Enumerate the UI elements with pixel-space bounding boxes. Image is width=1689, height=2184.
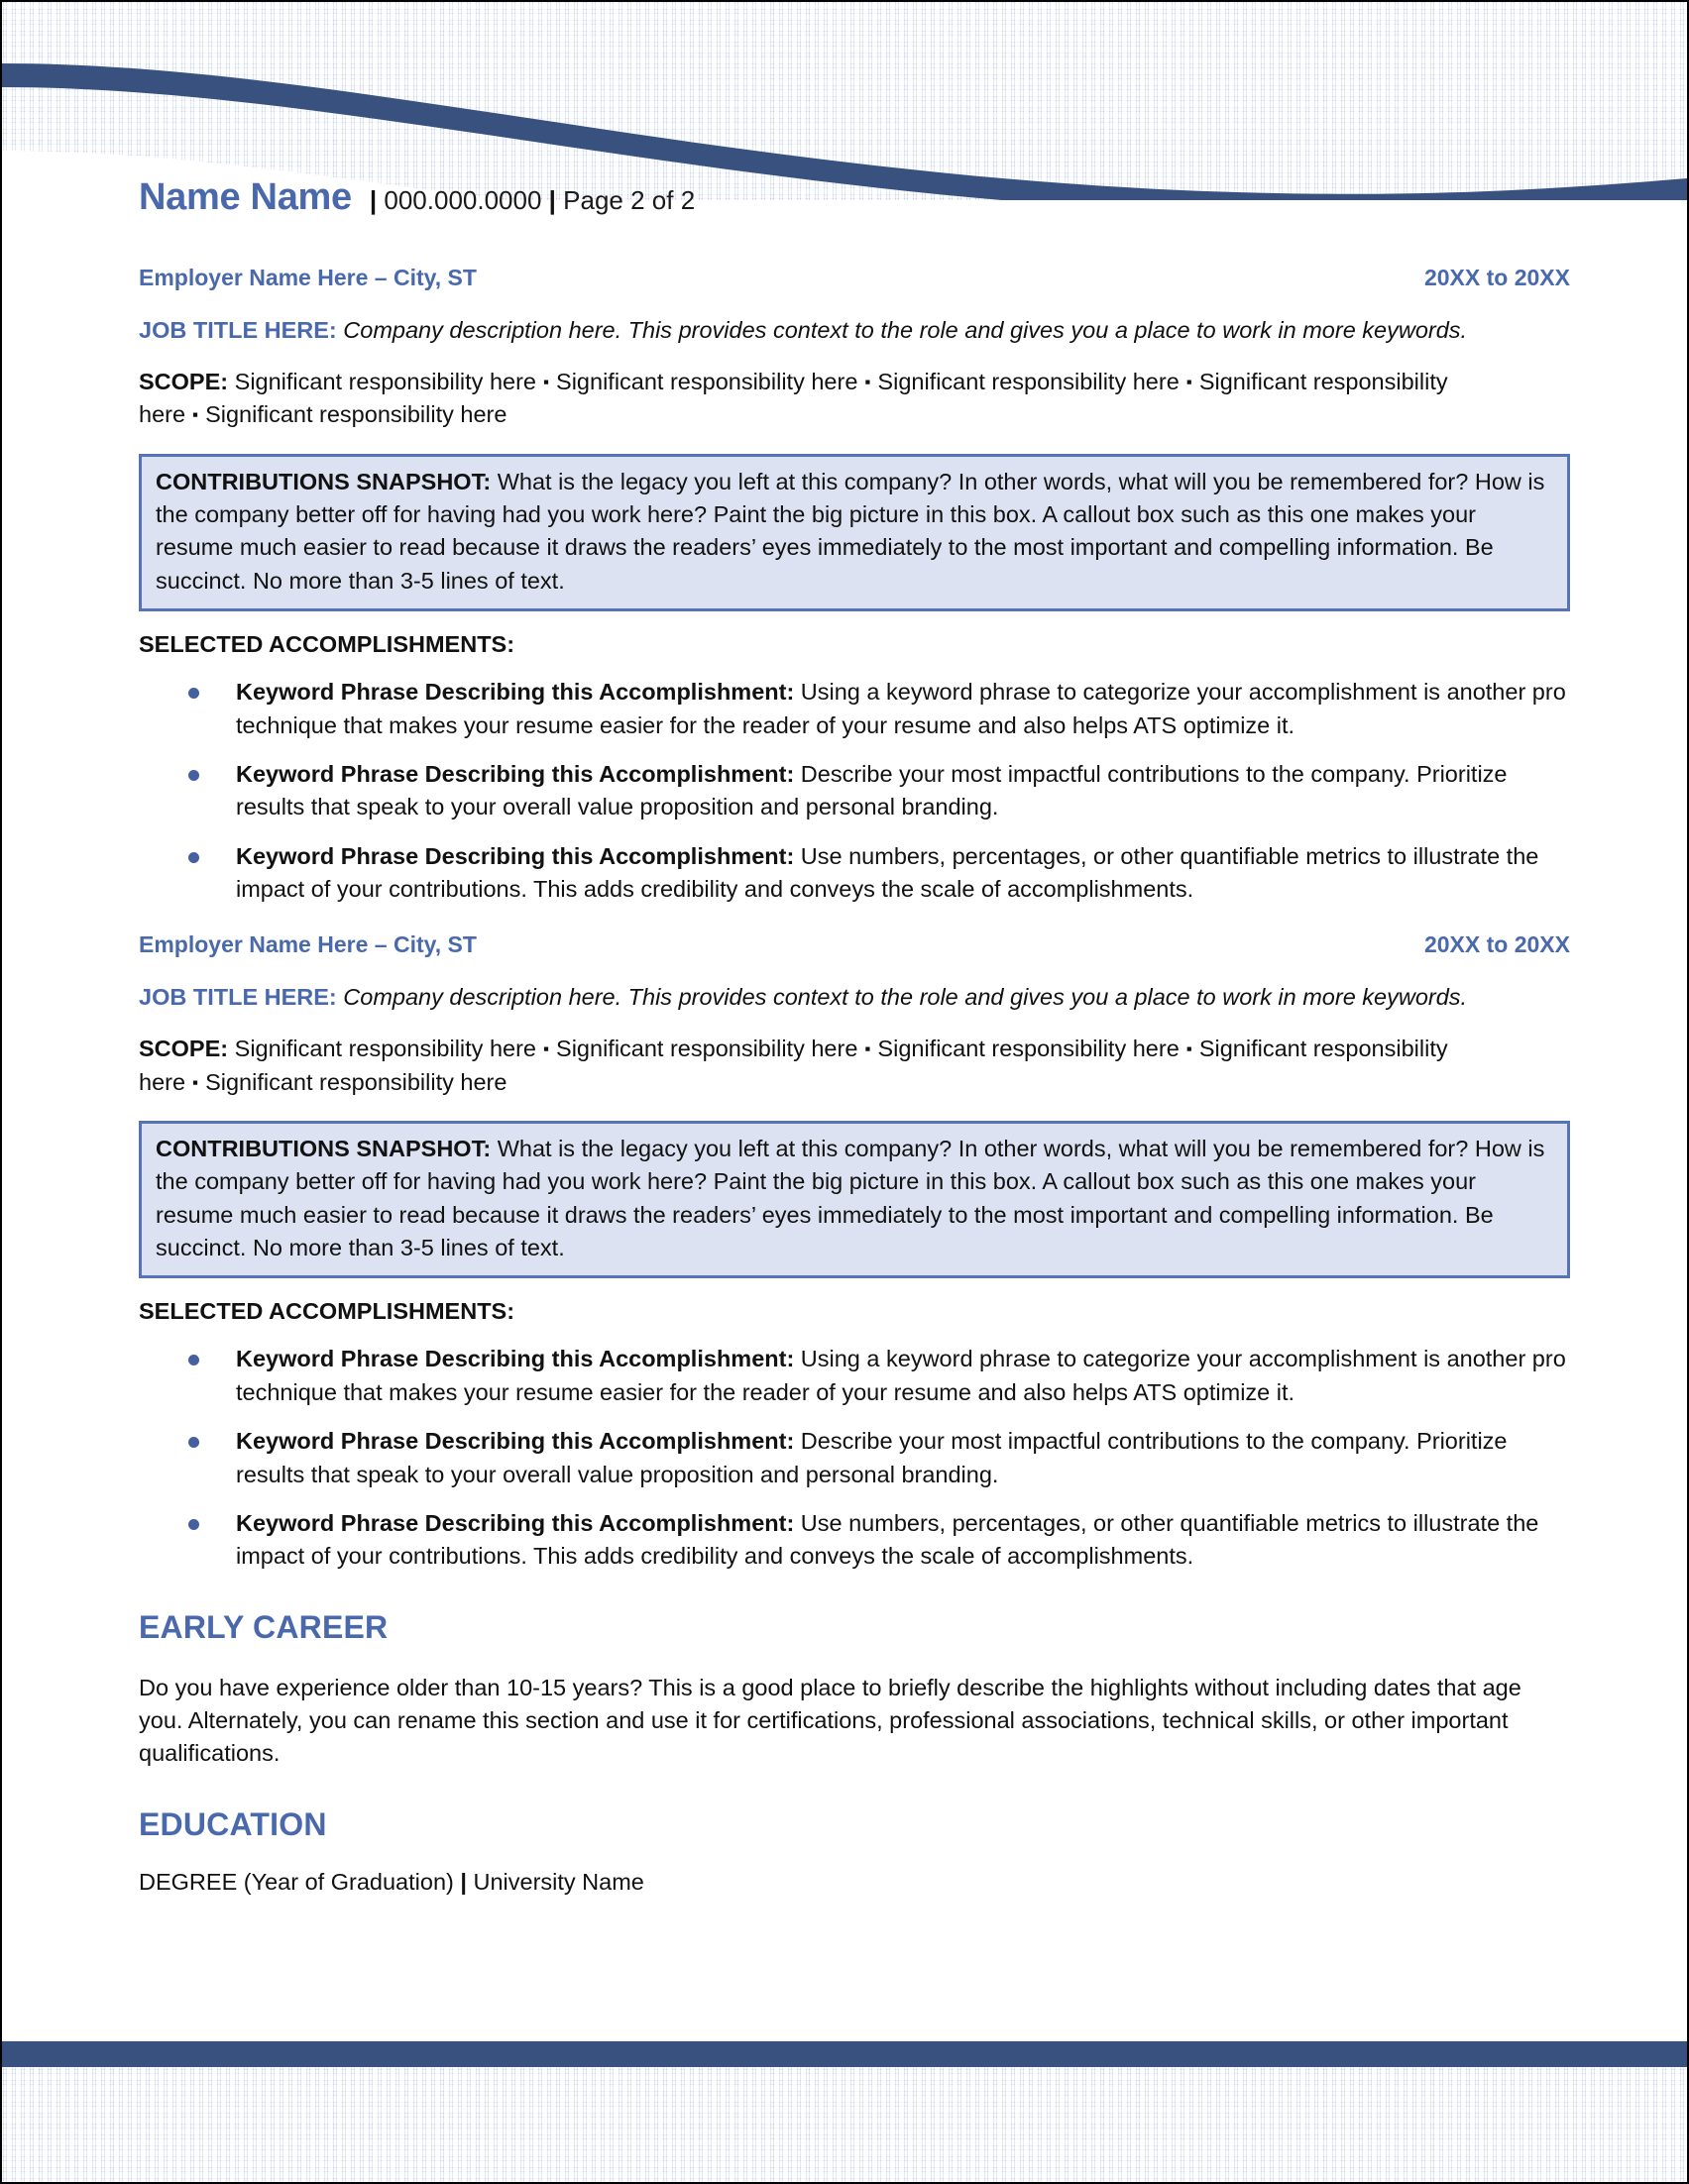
scope-separator-square: ▪ [543,1039,550,1059]
header-decoration [2,2,1687,200]
scope-separator-square: ▪ [543,373,550,391]
accomplishment-text: Describe your most impactful contributions to the company. Prioritize results that speak to your overall value proposition and personal branding. [236,760,1508,820]
accomplishment-keyword: Keyword Phrase Describing this Accomplishment: [236,679,795,706]
footer-texture [2,2067,1687,2184]
accomplishments-list-1 [139,676,1570,906]
early-career-heading: EARLY CAREER [139,1608,389,1645]
scope-separator-square: ▪ [864,1039,871,1059]
employer-name-1: Employer Name Here – City, ST [139,265,477,290]
bullet-dot-icon [188,1519,199,1530]
contributions-snapshot-2 [139,1121,1570,1278]
accomplishment-keyword: Keyword Phrase Describing this Accomplishment: [236,1428,795,1455]
accomplishment-item [139,840,1570,907]
scope-item: Significant responsibility here [234,1036,536,1062]
scope-separator-square: ▪ [1185,1039,1192,1059]
scope-row-1 [139,366,1570,432]
scope-item: Significant responsibility here [877,1036,1180,1062]
header-separator-2: | [548,185,556,215]
contributions-text-2: What is the legacy you left at this company? In other words, what will you be remembered for? How is the company better off for having had you work here? Paint the big picture in this box. A callout box such as this one makes your resume much easier to read because it draws the readers’ eyes immediately to the most important and compelling information. Be succinct. No more than 3-5 lines of text. [156,1136,1545,1261]
job-title-description-2: Company description here. This provides context to the role and gives you a place to work in more keywords. [343,984,1468,1011]
job-title-label-2: JOB TITLE HERE: [139,984,337,1011]
scope-item: Significant responsibility here [556,1036,858,1062]
scope-item: Significant responsibility here [139,369,1448,428]
education-heading: EDUCATION [139,1805,327,1842]
header-separator-1: | [369,185,378,215]
page-header-line [139,176,1570,219]
scope-item: Significant responsibility here [234,369,536,394]
scope-item: Significant responsibility here [205,1068,507,1095]
accomplishment-keyword: Keyword Phrase Describing this Accomplishment: [236,760,795,787]
bullet-dot-icon [188,688,199,699]
job-title-row-1 [139,317,1570,344]
accomplishment-item [139,1507,1570,1574]
footer-decoration [2,2041,1687,2184]
employment-dates-1: 20XX to 20XX [1423,265,1570,290]
page-number-label: Page 2 of 2 [563,185,696,215]
job-entry-2 [139,931,1570,1573]
employer-name-2: Employer Name Here – City, ST [139,931,477,958]
document-body [139,176,1570,1896]
accomplishment-item [139,1425,1570,1491]
accomplishment-keyword: Keyword Phrase Describing this Accomplishment: [236,842,795,869]
accomplishment-keyword: Keyword Phrase Describing this Accomplishment: [236,1346,795,1372]
accomplishments-heading-1: SELECTED ACCOMPLISHMENTS: [139,631,515,658]
scope-item: Significant responsibility here [877,369,1180,394]
accomplishment-keyword: Keyword Phrase Describing this Accomplishment: [236,1509,795,1536]
education-degree: DEGREE (Year of Graduation) [139,1868,454,1895]
education-university: University Name [473,1868,644,1895]
employer-row-2 [139,931,1570,958]
bullet-dot-icon [188,852,199,863]
job-entry-1 [139,265,1570,906]
employer-row-1 [139,265,1570,291]
job-title-label-1: JOB TITLE HERE: [139,317,337,343]
accomplishment-text: Using a keyword phrase to categorize your accomplishment is another pro technique that makes your resume easier for the reader of your resume and also helps ATS optimize it. [236,679,1566,738]
scope-item: Significant responsibility here [139,1036,1448,1095]
scope-separator-square: ▪ [1185,373,1192,391]
bullet-dot-icon [188,770,199,781]
accomplishments-list-2 [139,1343,1570,1573]
contributions-label-1: CONTRIBUTIONS SNAPSHOT: [156,468,492,494]
accomplishment-item [139,758,1570,824]
scope-item: Significant responsibility here [556,369,858,394]
accomplishment-item [139,1343,1570,1409]
scope-item: Significant responsibility here [205,401,507,428]
scope-label-2: SCOPE: [139,1036,229,1062]
accomplishment-item [139,676,1570,742]
header-meta [370,185,695,216]
scope-separator-square: ▪ [864,373,871,391]
early-career-body: Do you have experience older than 10-15 years? This is a good place to briefly describe the highlights without including dates that age you. Alternately, you can rename this section and use it for certifications, professional associations, technical skills, or other important qualifications. [139,1674,1521,1767]
scope-label-1: SCOPE: [139,369,229,394]
accomplishment-text: Use numbers, percentages, or other quantifiable metrics to illustrate the impact of your contributions. This adds credibility and conveys the scale of accomplishments. [236,842,1539,902]
accomplishment-text: Describe your most impactful contributions to the company. Prioritize results that speak to your overall value proposition and personal branding. [236,1428,1508,1487]
bullet-dot-icon [188,1355,199,1365]
employment-dates-2: 20XX to 20XX [1423,931,1570,958]
accomplishments-heading-2: SELECTED ACCOMPLISHMENTS: [139,1298,515,1325]
header-phone: 000.000.0000 [384,185,542,215]
job-title-row-2 [139,984,1570,1011]
bullet-dot-icon [188,1437,199,1448]
contributions-label-2: CONTRIBUTIONS SNAPSHOT: [156,1136,492,1162]
footer-blue-bar [2,2041,1687,2067]
scope-separator-square: ▪ [192,1072,199,1092]
accomplishment-text: Using a keyword phrase to categorize your accomplishment is another pro technique that makes your resume easier for the reader of your resume and also helps ATS optimize it. [236,1346,1566,1405]
scope-items-1 [139,369,1448,427]
accomplishment-text: Use numbers, percentages, or other quantifiable metrics to illustrate the impact of your contributions. This adds credibility and conveys the scale of accomplishments. [236,1509,1539,1570]
contributions-snapshot-1 [139,454,1570,611]
scope-separator-square: ▪ [192,405,199,425]
job-title-description-1: Company description here. This provides context to the role and gives you a place to work in more keywords. [343,317,1468,343]
scope-row-2 [139,1033,1570,1099]
scope-items-2 [139,1036,1448,1094]
education-separator: | [460,1868,467,1895]
header-wave-svg [2,2,1687,200]
education-entry [139,1869,1570,1896]
contributions-text-1: What is the legacy you left at this company? In other words, what will you be remembered for? How is the company better off for having had you work here? Paint the big picture in this box. A callout box such as this one makes your resume much easier to read because it draws the readers’ eyes immediately to the most important and compelling information. Be succinct. No more than 3-5 lines of text. [156,468,1545,594]
person-name: Name Name [139,176,352,218]
